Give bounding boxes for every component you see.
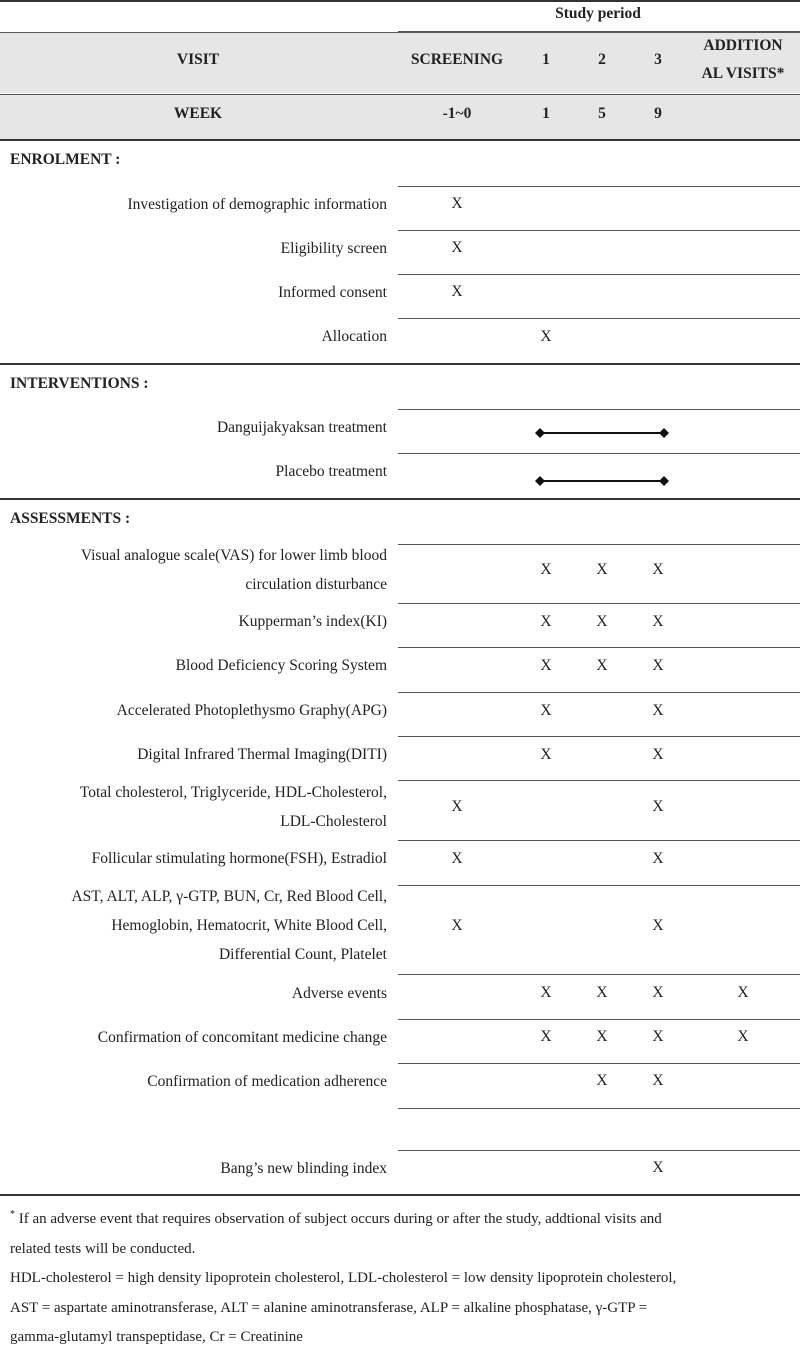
row-rule xyxy=(398,603,800,604)
row-label-demographic: Investigation of demographic information xyxy=(127,196,387,213)
row-label-lab-tests xyxy=(7,882,387,969)
top-rule xyxy=(0,0,800,2)
mark-bdss-visit-1: X xyxy=(540,657,552,674)
mark-adherence-visit-2: X xyxy=(596,1072,608,1089)
placebo-duration-bar xyxy=(534,474,672,488)
table-bottom-rule xyxy=(0,1194,800,1196)
row-rule xyxy=(398,274,800,275)
mark-blinding-visit-3: X xyxy=(652,1159,664,1176)
row-label-cholesterol-line1: Total cholesterol, Triglyceride, HDL-Cholesterol, xyxy=(79,784,387,801)
mark-concomitant-additional: X xyxy=(737,1028,749,1045)
week-label: WEEK xyxy=(173,105,223,122)
mark-kupperman-visit-2: X xyxy=(596,613,608,630)
row-label-vas-line1: Visual analogue scale(VAS) for lower limb blood xyxy=(80,547,387,564)
mark-concomitant-visit-1: X xyxy=(540,1028,552,1045)
mark-fsh-screening: X xyxy=(451,850,463,867)
row-label-placebo: Placebo treatment xyxy=(275,463,387,480)
row-label-fsh: Follicular stimulating hormone(FSH), Estradiol xyxy=(91,850,387,867)
footnote-star: * xyxy=(10,1209,15,1220)
footnote-line2: related tests will be conducted. xyxy=(10,1240,196,1257)
week-visit-2: 5 xyxy=(598,105,606,122)
visit-label: VISIT xyxy=(176,51,220,68)
row-label-lab-tests-line3: Differential Count, Platelet xyxy=(218,946,387,963)
mark-lab-tests-screening: X xyxy=(451,917,463,934)
visit-1-column-header: 1 xyxy=(542,51,550,68)
row-label-allocation: Allocation xyxy=(321,328,387,345)
week-visit-1: 1 xyxy=(542,105,550,122)
row-rule xyxy=(398,544,800,545)
mark-vas-visit-1: X xyxy=(540,561,552,578)
mark-diti-visit-3: X xyxy=(652,746,664,763)
mark-diti-visit-1: X xyxy=(540,746,552,763)
mark-adverse-visit-1: X xyxy=(540,984,552,1001)
row-label-bdss: Blood Deficiency Scoring System xyxy=(175,657,387,674)
mark-fsh-visit-3: X xyxy=(652,850,664,867)
mark-vas-visit-2: X xyxy=(596,561,608,578)
visit-2-column-header: 2 xyxy=(598,51,606,68)
mark-adverse-additional: X xyxy=(737,984,749,1001)
row-rule xyxy=(398,1108,800,1109)
row-rule xyxy=(398,647,800,648)
footnote-additional-visits xyxy=(10,1200,795,1235)
row-rule xyxy=(398,1063,800,1064)
row-rule xyxy=(398,780,800,781)
row-rule xyxy=(398,230,800,231)
mark-apg-visit-3: X xyxy=(652,702,664,719)
abbreviations-line3: gamma-glutamyl transpeptidase, Cr = Creatinine xyxy=(10,1329,303,1345)
mark-eligibility-screening: X xyxy=(451,239,463,256)
row-rule xyxy=(398,409,800,410)
row-label-kupperman: Kupperman’s index(KI) xyxy=(238,613,387,630)
row-rule xyxy=(398,974,800,975)
footnotes xyxy=(10,1200,795,1353)
row-label-adherence: Confirmation of medication adherence xyxy=(147,1073,387,1090)
week-header-band xyxy=(0,95,800,139)
mark-bdss-visit-3: X xyxy=(652,657,664,674)
mark-concomitant-visit-2: X xyxy=(596,1028,608,1045)
visit-3-column-header: 3 xyxy=(654,51,662,68)
mark-adverse-visit-3: X xyxy=(652,984,664,1001)
mark-kupperman-visit-3: X xyxy=(652,613,664,630)
row-rule xyxy=(398,1150,800,1151)
mark-vas-visit-3: X xyxy=(652,561,664,578)
interventions-section-heading: INTERVENTIONS : xyxy=(10,375,149,392)
row-label-danguijakyaksan: Danguijakyaksan treatment xyxy=(216,419,387,436)
row-rule xyxy=(398,840,800,841)
danguijakyaksan-duration-bar xyxy=(534,426,672,440)
row-rule xyxy=(398,318,800,319)
additional-visits-header-line1: ADDITION xyxy=(703,37,783,54)
row-rule xyxy=(398,692,800,693)
row-label-vas xyxy=(7,541,387,599)
screening-column-header: SCREENING xyxy=(410,51,504,68)
section-rule xyxy=(0,498,800,500)
row-label-apg: Accelerated Photoplethysmo Graphy(APG) xyxy=(116,702,387,719)
mark-consent-screening: X xyxy=(451,283,463,300)
row-label-cholesterol-line2: LDL-Cholesterol xyxy=(280,813,387,830)
row-label-lab-tests-line1: AST, ALT, ALP, γ-GTP, BUN, Cr, Red Blood Cell, xyxy=(71,888,387,905)
abbreviations-line2: AST = aspartate aminotransferase, ALT = alanine aminotransferase, ALP = alkaline phosphatase, γ-GTP = xyxy=(10,1299,648,1316)
row-label-diti: Digital Infrared Thermal Imaging(DITI) xyxy=(137,746,387,763)
row-label-adverse: Adverse events xyxy=(291,985,387,1002)
footnote-line1: If an adverse event that requires observation of subject occurs during or after the study, addtional visits and xyxy=(15,1211,662,1227)
mark-bdss-visit-2: X xyxy=(596,657,608,674)
enrolment-section-heading: ENROLMENT : xyxy=(10,151,121,168)
row-rule xyxy=(398,1019,800,1020)
week-header-rule xyxy=(0,94,800,95)
row-label-eligibility: Eligibility screen xyxy=(280,240,387,257)
visit-header-rule xyxy=(0,32,800,33)
mark-concomitant-visit-3: X xyxy=(652,1028,664,1045)
section-rule xyxy=(0,363,800,365)
mark-kupperman-visit-1: X xyxy=(540,613,552,630)
visit-header-band xyxy=(0,33,800,93)
row-rule xyxy=(398,885,800,886)
header-bottom-rule xyxy=(0,139,800,141)
week-screening: -1~0 xyxy=(442,105,472,122)
mark-apg-visit-1: X xyxy=(540,702,552,719)
row-label-blinding: Bang’s new blinding index xyxy=(220,1160,387,1177)
mark-adherence-visit-3: X xyxy=(652,1072,664,1089)
row-rule xyxy=(398,736,800,737)
row-rule xyxy=(398,186,800,187)
week-visit-3: 9 xyxy=(654,105,662,122)
mark-allocation-visit-1: X xyxy=(540,328,552,345)
assessments-section-heading: ASSESSMENTS : xyxy=(10,510,131,527)
row-label-concomitant: Confirmation of concomitant medicine change xyxy=(97,1029,387,1046)
mark-lab-tests-visit-3: X xyxy=(652,917,664,934)
mark-demographic-screening: X xyxy=(451,195,463,212)
row-label-consent: Informed consent xyxy=(278,284,387,301)
abbreviations-line1: HDL-cholesterol = high density lipoprotein cholesterol, LDL-cholesterol = low density lipoprotein cholesterol, xyxy=(10,1270,677,1286)
row-label-lab-tests-line2: Hemoglobin, Hematocrit, White Blood Cell, xyxy=(111,917,387,934)
additional-visits-header-line2: AL VISITS* xyxy=(701,65,785,82)
row-label-vas-line2: circulation disturbance xyxy=(245,576,387,593)
row-rule xyxy=(398,453,800,454)
row-label-cholesterol xyxy=(7,778,387,836)
mark-cholesterol-screening: X xyxy=(451,798,463,815)
study-period-heading: Study period xyxy=(555,5,641,22)
mark-adverse-visit-2: X xyxy=(596,984,608,1001)
mark-cholesterol-visit-3: X xyxy=(652,798,664,815)
